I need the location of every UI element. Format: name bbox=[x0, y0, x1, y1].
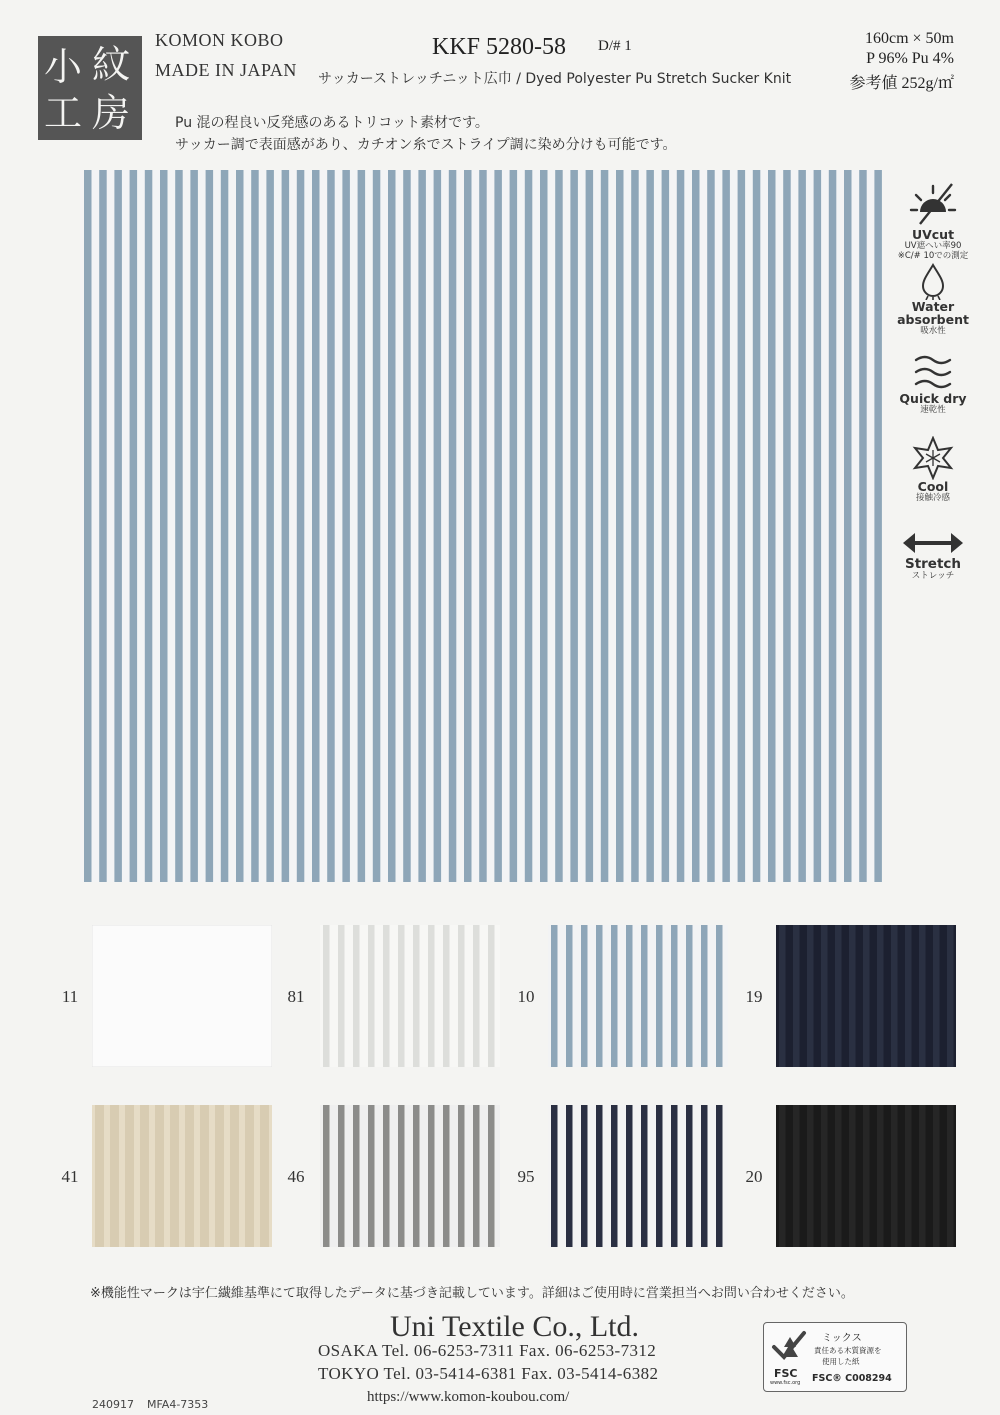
swatch-stripe bbox=[641, 1105, 648, 1247]
swatch-stripe bbox=[626, 1105, 633, 1247]
main-stripe bbox=[327, 170, 335, 882]
main-stripe bbox=[662, 170, 670, 882]
main-stripe bbox=[510, 170, 517, 882]
water-drop-icon bbox=[913, 262, 953, 300]
main-stripe bbox=[753, 170, 761, 882]
main-stripe bbox=[190, 170, 198, 882]
swatch-stripe bbox=[947, 1105, 954, 1247]
swatch-fabric-81 bbox=[320, 925, 500, 1067]
website-link[interactable]: https://www.komon-koubou.com/ bbox=[367, 1389, 570, 1405]
main-stripe bbox=[403, 170, 411, 882]
main-stripe bbox=[798, 170, 806, 882]
main-stripe bbox=[844, 170, 852, 882]
swatch-stripe bbox=[671, 925, 678, 1067]
swatch-stripe bbox=[596, 925, 603, 1067]
main-stripe bbox=[692, 170, 700, 882]
main-stripe bbox=[586, 170, 594, 882]
main-stripe bbox=[206, 170, 214, 882]
main-stripe bbox=[631, 170, 639, 882]
feature-uvcut-note: ※C/# 10での測定 bbox=[897, 251, 969, 261]
swatch-fabric-11 bbox=[92, 925, 272, 1067]
uv-sun-icon bbox=[908, 180, 958, 228]
swatch-fabric-19 bbox=[776, 925, 956, 1067]
swatch-stripe bbox=[671, 1105, 678, 1247]
main-stripe bbox=[464, 170, 472, 882]
swatch-stripe bbox=[110, 1105, 119, 1247]
swatch-stripe bbox=[551, 925, 558, 1067]
swatch-stripe bbox=[701, 1105, 708, 1247]
main-stripe bbox=[570, 170, 578, 882]
swatch-stripe bbox=[863, 1105, 870, 1247]
swatch-stripe bbox=[779, 1105, 786, 1247]
main-stripe bbox=[829, 170, 837, 882]
swatch-stripe bbox=[807, 925, 814, 1067]
swatch-stripe bbox=[877, 925, 884, 1067]
swatch-stripe bbox=[398, 1105, 405, 1247]
design-number: D/# 1 bbox=[598, 38, 632, 54]
main-stripe bbox=[479, 170, 487, 882]
main-stripe bbox=[859, 170, 867, 882]
swatch-stripe bbox=[245, 1105, 254, 1247]
swatch-stripe bbox=[413, 925, 420, 1067]
swatch-stripe bbox=[626, 925, 633, 1067]
swatch-stripe bbox=[443, 1105, 450, 1247]
swatch-stripe bbox=[835, 925, 842, 1067]
spec-composition: P 96% Pu 4% bbox=[866, 50, 954, 67]
feature-uvcut bbox=[890, 180, 976, 261]
swatch-stripe bbox=[488, 1105, 495, 1247]
fsc-label: FSC bbox=[774, 1367, 798, 1380]
swatch-stripe bbox=[581, 1105, 588, 1247]
feature-uvcut-label: UVcut bbox=[911, 227, 955, 242]
swatch-41 bbox=[92, 1105, 272, 1247]
swatch-20 bbox=[776, 1105, 956, 1247]
swatch-code-46: 46 bbox=[287, 1167, 305, 1186]
fsc-mix: ミックス bbox=[822, 1333, 862, 1344]
main-stripe bbox=[814, 170, 822, 882]
swatch-code-95: 95 bbox=[517, 1167, 535, 1186]
swatch-stripe bbox=[716, 925, 723, 1067]
swatch-11 bbox=[92, 925, 272, 1067]
swatch-code-10: 10 bbox=[517, 987, 535, 1006]
swatch-stripe bbox=[368, 925, 375, 1067]
swatch-stripe bbox=[323, 925, 330, 1067]
swatch-stripe bbox=[215, 1105, 224, 1247]
swatch-stripe bbox=[473, 1105, 480, 1247]
main-stripe bbox=[555, 170, 563, 882]
main-stripe bbox=[175, 170, 183, 882]
fsc-certification-badge bbox=[763, 1322, 907, 1392]
main-stripe bbox=[388, 170, 396, 882]
fsc-line-1: 責任ある木質資源を bbox=[814, 1346, 882, 1355]
swatch-stripe bbox=[821, 925, 828, 1067]
snowflake-star-icon bbox=[910, 436, 956, 480]
main-stripe bbox=[99, 170, 107, 882]
swatch-95 bbox=[548, 1105, 728, 1247]
swatch-fabric-10 bbox=[548, 925, 728, 1067]
main-stripe bbox=[616, 170, 624, 882]
swatch-stripe bbox=[551, 1105, 558, 1247]
swatch-stripe bbox=[458, 925, 465, 1067]
main-stripe bbox=[282, 170, 290, 882]
feature-quick-dry bbox=[890, 352, 976, 415]
main-stripe bbox=[160, 170, 168, 882]
swatch-stripe bbox=[260, 1105, 269, 1247]
main-stripe bbox=[677, 170, 685, 882]
swatch-stripe bbox=[338, 1105, 345, 1247]
swatch-stripe bbox=[933, 1105, 940, 1247]
swatch-stripe bbox=[596, 1105, 603, 1247]
swatch-stripe bbox=[863, 925, 870, 1067]
swatch-stripe bbox=[656, 925, 663, 1067]
swatch-stripe bbox=[793, 925, 800, 1067]
swatch-stripe bbox=[779, 925, 786, 1067]
swatch-stripe bbox=[428, 925, 435, 1067]
feature-water-label: Water bbox=[911, 299, 955, 314]
swatch-stripe bbox=[185, 1105, 194, 1247]
swatch-stripe bbox=[891, 925, 898, 1067]
main-stripe bbox=[266, 170, 274, 882]
main-stripe bbox=[738, 170, 746, 882]
swatch-stripe bbox=[716, 1105, 723, 1247]
swatch-81 bbox=[320, 925, 500, 1067]
swatch-46 bbox=[320, 1105, 500, 1247]
main-stripe bbox=[418, 170, 426, 882]
product-code: KKF 5280-58 bbox=[432, 34, 567, 60]
swatch-stripe bbox=[368, 1105, 375, 1247]
swatch-stripe bbox=[140, 1105, 149, 1247]
swatch-stripe bbox=[353, 925, 360, 1067]
fsc-site: www.fsc.org bbox=[770, 1380, 801, 1386]
swatch-stripe bbox=[413, 1105, 420, 1247]
main-stripe bbox=[84, 170, 92, 882]
swatch-code-19: 19 bbox=[745, 987, 763, 1006]
feature-water-label-2: absorbent bbox=[897, 312, 969, 327]
swatch-stripe bbox=[95, 1105, 104, 1247]
swatch-stripe bbox=[488, 925, 495, 1067]
swatch-fabric-20 bbox=[776, 1105, 956, 1247]
swatch-stripe bbox=[323, 1105, 330, 1247]
swatch-stripe bbox=[200, 1105, 209, 1247]
logo-char-4: 房 bbox=[92, 91, 131, 135]
swatch-stripe bbox=[891, 1105, 898, 1247]
tokyo-contact: TOKYO Tel. 03-5414-6381 Fax. 03-5414-6382 bbox=[318, 1364, 659, 1383]
logo-char-2: 紋 bbox=[92, 43, 131, 87]
main-stripe bbox=[251, 170, 259, 882]
main-stripe bbox=[540, 170, 548, 882]
swatch-code-20: 20 bbox=[745, 1167, 763, 1186]
feature-quickdry-jp: 速乾性 bbox=[920, 405, 946, 415]
swatch-stripe bbox=[877, 1105, 884, 1247]
reference-code: MFA4-7353 bbox=[147, 1398, 209, 1411]
main-stripe bbox=[130, 170, 138, 882]
main-stripe bbox=[312, 170, 320, 882]
swatch-stripe bbox=[230, 1105, 239, 1247]
feature-stretch bbox=[890, 528, 976, 581]
swatch-stripe bbox=[428, 1105, 435, 1247]
feature-stretch-jp: ストレッチ bbox=[911, 571, 955, 581]
swatch-stripe bbox=[905, 1105, 912, 1247]
main-stripe bbox=[297, 170, 305, 882]
swatch-fabric-41 bbox=[92, 1105, 272, 1247]
swatch-stripe bbox=[933, 925, 940, 1067]
swatch-stripe bbox=[919, 1105, 926, 1247]
swatch-stripe bbox=[701, 925, 708, 1067]
feature-stretch-label: Stretch bbox=[904, 556, 962, 572]
main-stripe bbox=[525, 170, 533, 882]
swatch-stripe bbox=[398, 925, 405, 1067]
swatch-code-81: 81 bbox=[287, 987, 305, 1006]
main-stripe bbox=[783, 170, 791, 882]
main-stripe bbox=[494, 170, 502, 882]
spec-weight: 参考値 252g/㎡ bbox=[849, 75, 954, 92]
swatch-stripe bbox=[473, 925, 480, 1067]
main-stripe bbox=[221, 170, 229, 882]
feature-quickdry-label: Quick dry bbox=[899, 391, 967, 406]
swatch-stripe bbox=[566, 1105, 573, 1247]
logo-char-3: 工 bbox=[44, 91, 83, 135]
feature-water-jp: 吸水性 bbox=[920, 326, 946, 336]
main-fabric-stripes bbox=[80, 170, 882, 882]
main-stripe bbox=[707, 170, 715, 882]
main-stripe bbox=[646, 170, 654, 882]
osaka-contact: OSAKA Tel. 06-6253-7311 Fax. 06-6253-7312 bbox=[318, 1341, 657, 1360]
main-stripe bbox=[114, 170, 122, 882]
spec-size: 160cm × 50m bbox=[864, 30, 954, 47]
swatch-stripe bbox=[947, 925, 954, 1067]
feature-uvcut-jp: UV遮へい率90 bbox=[904, 241, 962, 251]
feature-water-absorbent bbox=[890, 262, 976, 336]
description-line-1: Pu 混の程良い反発感のあるトリコット素材です。 bbox=[175, 115, 489, 131]
swatch-stripe bbox=[353, 1105, 360, 1247]
swatch-stripe bbox=[835, 1105, 842, 1247]
swatch-fabric-46 bbox=[320, 1105, 500, 1247]
swatch-stripe bbox=[641, 925, 648, 1067]
swatch-code-11: 11 bbox=[61, 987, 79, 1006]
swatch-19 bbox=[776, 925, 956, 1067]
main-stripe bbox=[874, 170, 882, 882]
double-arrow-icon bbox=[901, 528, 965, 558]
swatch-stripe bbox=[919, 925, 926, 1067]
company-name: Uni Textile Co., Ltd. bbox=[390, 1310, 639, 1343]
fsc-cert-number: FSC® C008294 bbox=[812, 1373, 892, 1384]
swatch-stripe bbox=[793, 1105, 800, 1247]
swatch-stripe bbox=[566, 925, 573, 1067]
swatch-code-41: 41 bbox=[61, 1167, 79, 1186]
swatch-stripe bbox=[443, 925, 450, 1067]
swatch-stripe bbox=[338, 925, 345, 1067]
swatch-stripe bbox=[125, 1105, 134, 1247]
main-stripe bbox=[145, 170, 153, 882]
komon-kobo-logo bbox=[38, 36, 142, 140]
swatch-stripe bbox=[686, 1105, 693, 1247]
swatch-stripe bbox=[686, 925, 693, 1067]
feature-cool bbox=[890, 436, 976, 503]
wave-lines-icon bbox=[908, 352, 958, 392]
main-stripe bbox=[434, 170, 442, 882]
swatch-stripe bbox=[807, 1105, 814, 1247]
feature-cool-label: Cool bbox=[917, 479, 949, 494]
swatch-stripe bbox=[821, 1105, 828, 1247]
swatch-10 bbox=[548, 925, 728, 1067]
date-code: 240917 bbox=[92, 1398, 134, 1411]
product-subtitle: サッカーストレッチニット広巾 / Dyed Polyester Pu Stretch Sucker Knit bbox=[318, 71, 792, 87]
main-stripe bbox=[373, 170, 381, 882]
main-fabric-swatch bbox=[80, 170, 882, 882]
brand-name: KOMON KOBO bbox=[155, 30, 284, 50]
footer-note: ※機能性マークは宇仁繊維基準にて取得したデータに基づき記載しています。詳細はご使用時に営業担当へお問い合わせください。 bbox=[90, 1286, 854, 1301]
main-stripe bbox=[768, 170, 776, 882]
fsc-tree-check-icon bbox=[770, 1327, 810, 1367]
swatch-stripe bbox=[458, 1105, 465, 1247]
fsc-line-2: 使用した紙 bbox=[822, 1357, 860, 1366]
swatch-stripe bbox=[849, 1105, 856, 1247]
swatch-stripe bbox=[905, 925, 912, 1067]
swatch-stripe bbox=[581, 925, 588, 1067]
swatch-stripe bbox=[656, 1105, 663, 1247]
main-stripe bbox=[722, 170, 730, 882]
description-line-2: サッカー調で表面感があり、カチオン糸でストライプ調に染め分けも可能です。 bbox=[175, 137, 677, 153]
main-stripe bbox=[358, 170, 366, 882]
swatch-stripe bbox=[611, 1105, 618, 1247]
main-stripe bbox=[601, 170, 609, 882]
swatch-stripe bbox=[611, 925, 618, 1067]
swatch-stripe bbox=[383, 1105, 390, 1247]
brand-origin: MADE IN JAPAN bbox=[155, 60, 297, 80]
main-stripe bbox=[342, 170, 350, 882]
swatch-stripe bbox=[170, 1105, 179, 1247]
swatch-fabric-95 bbox=[548, 1105, 728, 1247]
swatch-stripe bbox=[383, 925, 390, 1067]
swatch-stripe bbox=[155, 1105, 164, 1247]
logo-char-1: 小 bbox=[44, 45, 83, 89]
feature-cool-jp: 接触冷感 bbox=[915, 493, 950, 503]
main-stripe bbox=[449, 170, 457, 882]
main-stripe bbox=[236, 170, 244, 882]
swatch-stripe bbox=[849, 925, 856, 1067]
